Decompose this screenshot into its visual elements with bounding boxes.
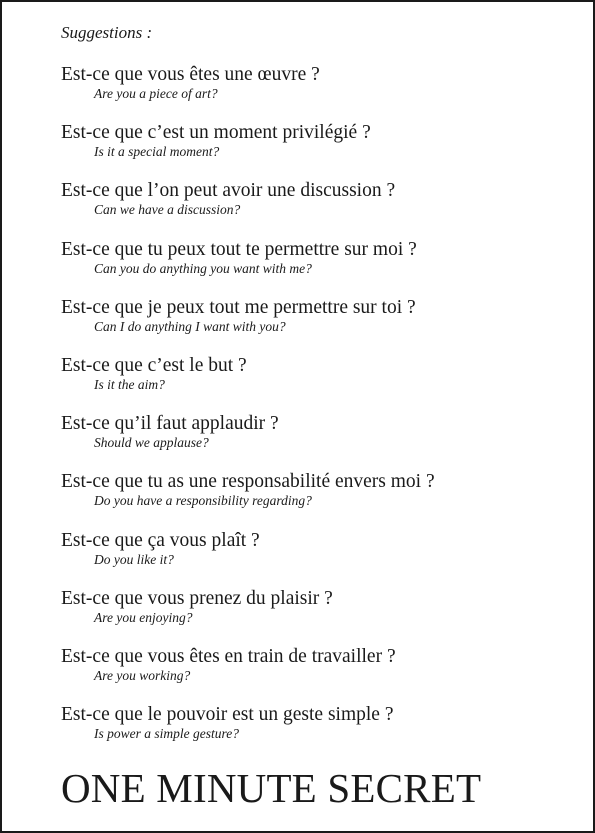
question-english: Are you working? <box>94 667 191 683</box>
suggestions-heading: Suggestions : <box>61 23 153 42</box>
question-item <box>61 529 581 587</box>
question-english: Is it the aim? <box>94 376 165 392</box>
question-english: Do you have a responsibility regarding? <box>94 493 312 509</box>
question-english: Is it a special moment? <box>94 144 220 160</box>
question-english: Can we have a discussion? <box>94 202 241 218</box>
question-item <box>61 296 581 354</box>
question-french: Est-ce que vous êtes une œuvre ? <box>61 64 320 85</box>
question-french: Est-ce que vous êtes en train de travailler ? <box>61 645 396 667</box>
question-item <box>61 587 581 645</box>
question-french: Est-ce que c’est le but ? <box>61 354 247 376</box>
question-item <box>61 63 581 121</box>
question-french: Est-ce que tu as une responsabilité envers moi ? <box>61 471 435 493</box>
question-french: Est-ce que c’est un moment privilégié ? <box>61 122 371 144</box>
question-english: Are you a piece of art? <box>94 86 218 101</box>
question-french: Est-ce que vous prenez du plaisir ? <box>61 587 333 609</box>
question-french: Est-ce que tu peux tout te permettre sur moi ? <box>61 238 417 260</box>
footer-title: ONE MINUTE SECRET <box>61 765 482 811</box>
question-item <box>61 121 581 179</box>
question-english: Can you do anything you want with me? <box>94 260 312 276</box>
question-french: Est-ce que l’on peut avoir une discussion ? <box>61 180 396 202</box>
question-item <box>61 412 581 470</box>
question-item <box>61 470 581 528</box>
question-item <box>61 703 581 761</box>
question-french: Est-ce qu’il faut applaudir ? <box>61 413 279 435</box>
question-french: Est-ce que ça vous plaît ? <box>61 529 260 551</box>
question-english: Is power a simple gesture? <box>94 726 239 742</box>
question-item <box>61 645 581 703</box>
question-list <box>61 63 581 761</box>
question-english: Should we applause? <box>94 435 209 451</box>
question-item <box>61 354 581 412</box>
question-item <box>61 179 581 237</box>
question-english: Can I do anything I want with you? <box>94 318 286 334</box>
question-french: Est-ce que je peux tout me permettre sur toi ? <box>61 296 416 318</box>
question-english: Are you enjoying? <box>94 609 193 625</box>
question-english: Do you like it? <box>94 551 174 567</box>
question-french: Est-ce que le pouvoir est un geste simple ? <box>61 704 394 726</box>
question-item <box>61 238 581 296</box>
